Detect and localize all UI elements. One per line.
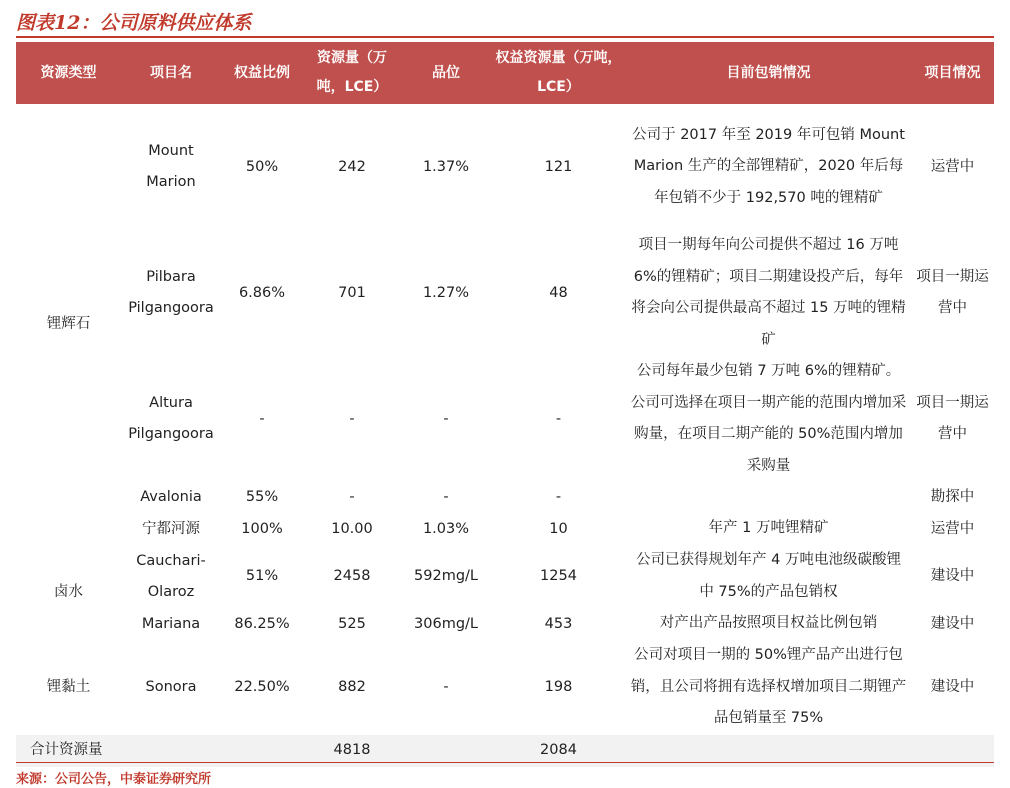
equity-ratio: 50% <box>245 158 279 175</box>
project-name: Avalonia <box>140 489 202 505</box>
supply-table <box>16 42 994 767</box>
project-name: Cauchari-Olaroz <box>136 552 206 600</box>
table-row <box>16 356 994 482</box>
equity-resource: 1254 <box>540 568 577 584</box>
resource-amount: 2458 <box>333 568 371 584</box>
resource-amount: 701 <box>338 284 366 301</box>
equity-ratio: 86.25% <box>234 615 290 632</box>
resource-amount: 882 <box>338 678 366 695</box>
equity-resource: 48 <box>549 284 568 301</box>
grade: 1.03% <box>422 520 470 537</box>
total-label: 合计资源量 <box>16 735 221 767</box>
grade: 592mg/L <box>414 568 478 584</box>
equity-ratio: 6.86% <box>238 284 286 301</box>
header-resource-amount: 资源量（万吨，LCE） <box>303 42 401 104</box>
group-clay: 锂黏土 <box>46 678 91 695</box>
group-brine: 卤水 <box>54 584 83 600</box>
offtake-info: 公司每年最少包销 7 万吨 6%的锂精矿。公司可选择在项目一期产能的范围内增加采购量，在项目二期产能的 50%范围内增加采购量 <box>630 363 907 474</box>
grade: 306mg/L <box>414 615 478 632</box>
equity-resource: 121 <box>544 158 573 175</box>
resource-amount: - <box>349 489 355 505</box>
figure-title: 图表12：公司原料供应体系 <box>16 12 252 34</box>
project-status: 项目一期运营中 <box>916 395 989 442</box>
header-row <box>16 42 994 104</box>
project-status: 项目一期运营中 <box>916 269 989 316</box>
grade: 1.37% <box>422 158 470 175</box>
offtake-info <box>626 482 911 513</box>
project-name: Altura Pilgangoora <box>128 395 214 442</box>
title-rule <box>16 36 994 38</box>
project-status: 运营中 <box>930 158 975 175</box>
resource-amount: 10.00 <box>331 520 373 537</box>
grade: 1.27% <box>422 284 470 301</box>
offtake-info: 公司于 2017 年至 2019 年可包销 Mount Marion 生产的全部锂精矿，2020 年后每年包销不少于 192,570 吨的锂精矿 <box>632 126 905 206</box>
header-resource-type: 资源类型 <box>16 42 121 104</box>
equity-resource: 198 <box>544 678 573 695</box>
project-status: 建设中 <box>930 678 975 695</box>
equity-ratio: 51% <box>245 568 279 584</box>
table-row <box>16 482 994 513</box>
project-status: 建设中 <box>930 568 975 584</box>
header-status: 项目情况 <box>911 42 994 104</box>
offtake-info: 项目一期每年向公司提供不超过 16 万吨 6%的锂精矿；项目二期建设投产后，每年将会向公司提供最高不超过 15 万吨的锂精矿 <box>631 237 906 348</box>
equity-resource: 10 <box>549 520 568 537</box>
grade: - <box>443 678 449 695</box>
offtake-info: 对产出产品按照项目权益比例包销 <box>659 615 878 632</box>
table-row <box>16 608 994 640</box>
table-row <box>16 545 994 608</box>
equity-ratio: 22.50% <box>234 678 290 695</box>
project-name: Sonora <box>145 678 197 695</box>
bottom-rule <box>16 762 994 763</box>
header-project-name: 项目名 <box>121 42 221 104</box>
project-name: Mariana <box>141 615 201 632</box>
header-offtake: 目前包销情况 <box>626 42 911 104</box>
total-resource: 4818 <box>303 735 401 767</box>
resource-amount: 525 <box>338 615 366 632</box>
resource-amount: - <box>349 410 355 427</box>
equity-ratio: - <box>259 410 265 427</box>
table-row <box>16 104 994 230</box>
project-status: 运营中 <box>930 520 975 537</box>
equity-ratio: 100% <box>241 520 283 537</box>
table-row <box>16 230 994 356</box>
equity-resource: - <box>555 489 562 505</box>
equity-ratio: 55% <box>245 489 279 505</box>
project-name: Mount Marion <box>146 143 196 190</box>
header-equity-ratio: 权益比例 <box>221 42 303 104</box>
offtake-info: 公司对项目一期的 50%锂产品产出进行包销，且公司将拥有选择权增加项目二期锂产品包销量至 75% <box>630 647 907 726</box>
project-name: Pilbara Pilgangoora <box>128 269 214 316</box>
resource-amount: 242 <box>338 158 366 175</box>
total-equity: 2084 <box>491 735 626 767</box>
grade: - <box>443 410 449 427</box>
table-row <box>16 640 994 735</box>
equity-resource: - <box>555 410 562 427</box>
offtake-info: 公司已获得规划年产 4 万吨电池级碳酸锂中 75%的产品包销权 <box>636 552 901 600</box>
header-equity-resource: 权益资源量（万吨，LCE） <box>491 42 626 104</box>
grade: - <box>443 489 449 505</box>
equity-resource: 453 <box>544 615 573 632</box>
project-name: 宁都河源 <box>142 520 200 537</box>
group-spodumene: 锂辉石 <box>46 316 91 332</box>
offtake-info: 年产 1 万吨锂精矿 <box>708 520 829 537</box>
source-note: 来源：公司公告，中泰证券研究所 <box>16 772 212 787</box>
table-row <box>16 513 994 545</box>
project-status: 勘探中 <box>930 489 975 505</box>
project-status: 建设中 <box>930 615 975 632</box>
header-grade: 品位 <box>401 42 491 104</box>
